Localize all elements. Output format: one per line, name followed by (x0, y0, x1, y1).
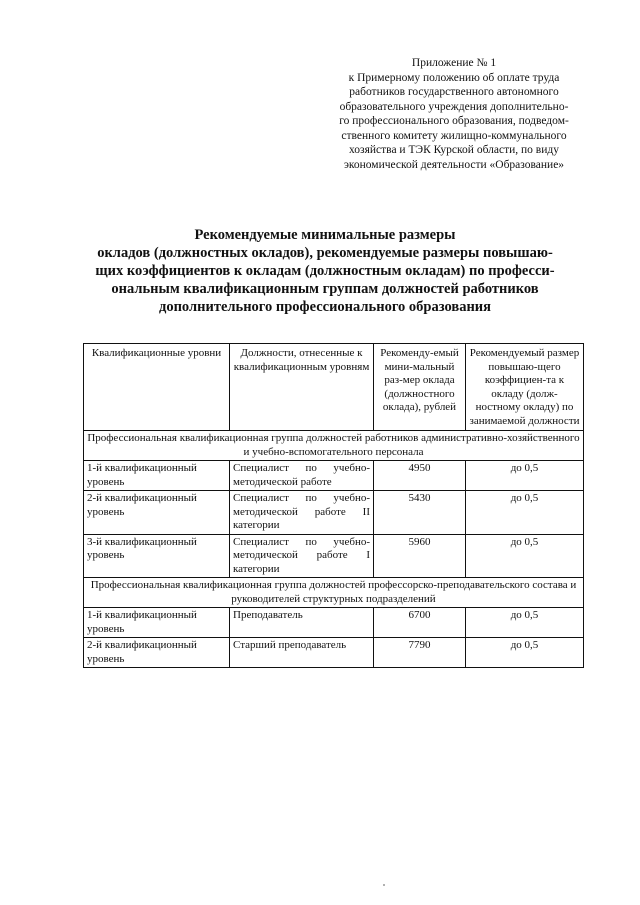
level-cell: 1-й квалификационный уровень (84, 461, 230, 491)
table-row (84, 608, 584, 638)
table-row (84, 534, 584, 578)
position-cell: Специалист по учебно-методической работе (230, 461, 374, 491)
coefficient-cell: до 0,5 (466, 608, 584, 638)
coefficient-cell: до 0,5 (466, 491, 584, 535)
title-line: щих коэффициентов к окладам (должностным окладам) по професси- (95, 263, 555, 279)
appendix-line: хозяйства и ТЭК Курской области, по виду (349, 144, 559, 156)
group-title: Профессиональная квалификационная группа должностей профессорско-преподавательского состава и руководителей структурных подразделений (84, 578, 584, 608)
table-row (84, 638, 584, 668)
appendix-line: го профессионального образования, подведом- (339, 115, 569, 127)
title-line: Рекомендуемые минимальные размеры (194, 227, 456, 243)
appendix-line: образовательного учреждения дополнительно- (339, 100, 569, 113)
table-row (84, 461, 584, 491)
table-row (84, 491, 584, 535)
coefficient-cell: до 0,5 (466, 534, 584, 578)
appendix-line: Приложение № 1 (411, 57, 497, 69)
salary-cell: 6700 (374, 608, 466, 638)
position-cell: Специалист по учебно-методической работе II категории (230, 491, 374, 535)
salary-cell: 4950 (374, 461, 466, 491)
coefficient-cell: до 0,5 (466, 638, 584, 668)
salary-cell: 5430 (374, 491, 466, 535)
position-cell: Преподаватель (230, 608, 374, 638)
salary-table (83, 343, 584, 668)
level-cell: 1-й квалификационный уровень (84, 608, 230, 638)
salary-cell: 7790 (374, 638, 466, 668)
salary-cell: 5960 (374, 534, 466, 578)
title-line: ональным квалификационным группам должностей работников (111, 281, 539, 297)
level-cell: 2-й квалификационный уровень (84, 638, 230, 668)
group-title: Профессиональная квалификационная группа должностей работников административно-хозяйственного и учебно-вспомогательного персонала (84, 431, 584, 461)
appendix-block (304, 56, 604, 172)
header-min-salary: Рекоменду-емый мини-мальный раз-мер оклада (должностного оклада), рублей (374, 344, 466, 431)
position-cell: Старший преподаватель (230, 638, 374, 668)
group-title-row (84, 431, 584, 461)
position-cell: Специалист по учебно-методической работе I категории (230, 534, 374, 578)
header-positions: Должности, отнесенные к квалификационным уровням (230, 344, 374, 431)
header-levels: Квалификационные уровни (84, 344, 230, 431)
scan-speck (383, 884, 385, 886)
table-header-row (84, 344, 584, 431)
title-line: окладов (должностных окладов), рекомендуемые размеры повышаю- (97, 245, 553, 261)
header-coefficient: Рекомендуемый размер повышаю-щего коэффициен-та к окладу (долж-ностному окладу) по занимаемой должности (466, 344, 584, 431)
appendix-line: ственного комитету жилищно-коммунального (341, 129, 567, 142)
appendix-line: к Примерному положению об оплате труда (348, 71, 560, 84)
coefficient-cell: до 0,5 (466, 461, 584, 491)
document-title (60, 226, 590, 316)
group-title-row (84, 578, 584, 608)
title-line: дополнительного профессионального образования (158, 299, 491, 315)
appendix-line: экономической деятельности «Образование» (343, 158, 565, 171)
level-cell: 2-й квалификационный уровень (84, 491, 230, 535)
level-cell: 3-й квалификационный уровень (84, 534, 230, 578)
appendix-line: работников государственного автономного (349, 86, 559, 98)
